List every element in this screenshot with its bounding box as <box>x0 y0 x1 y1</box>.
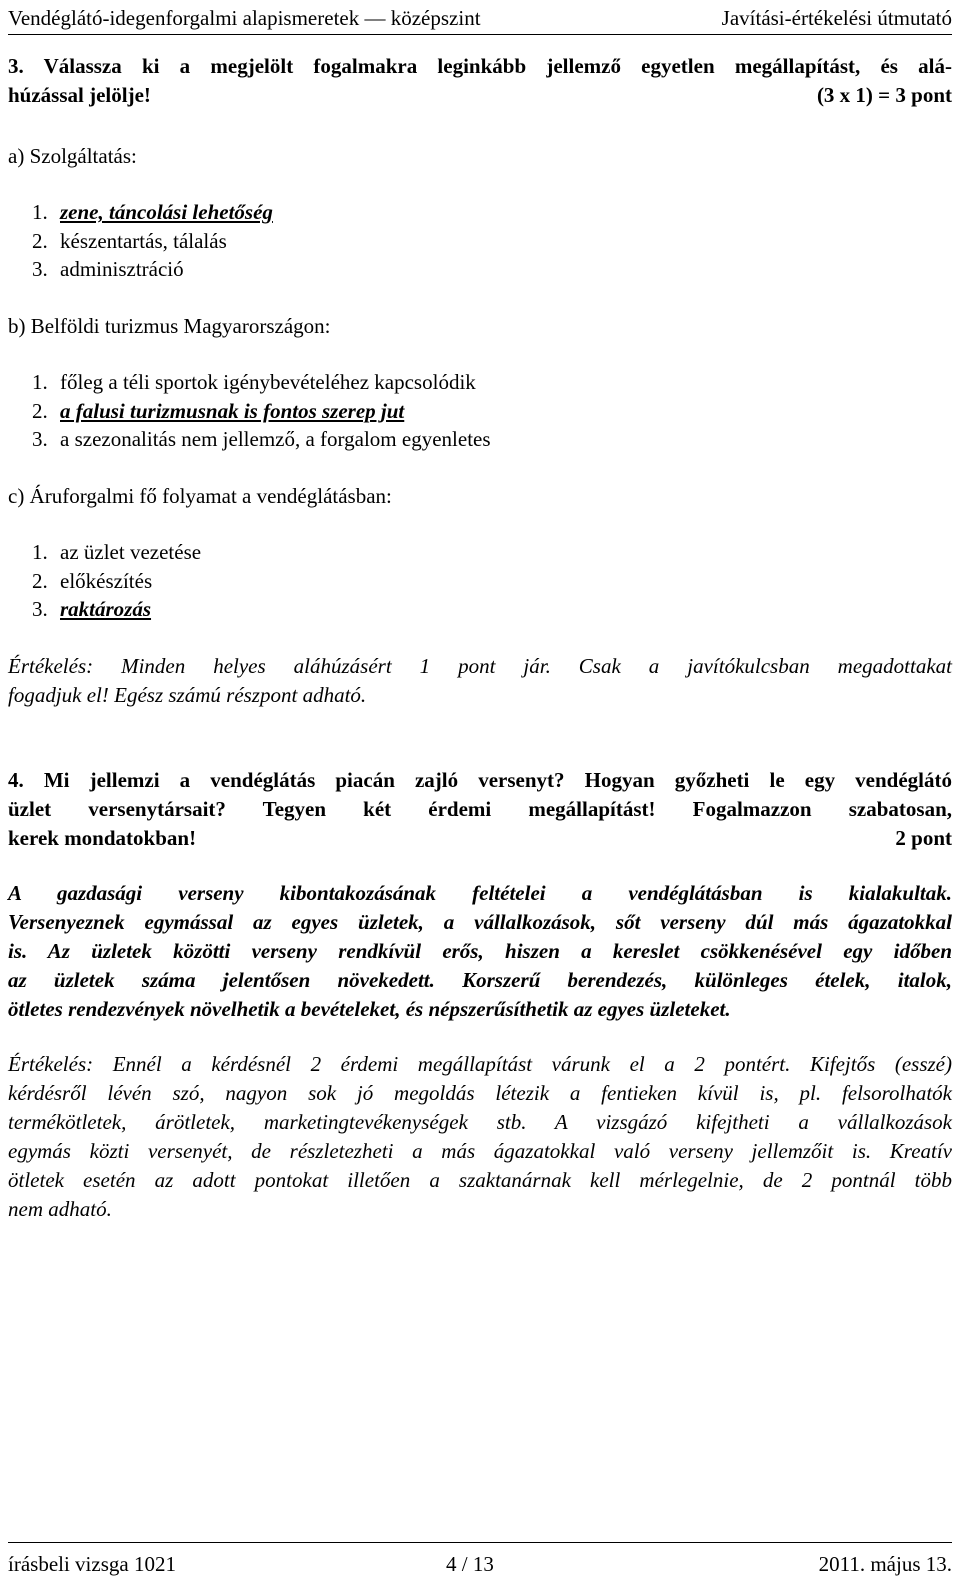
question-3-line-2 <box>8 81 952 110</box>
question-4-line-3: kerek mondatokban! 2 pont <box>8 824 952 853</box>
subquestion-c-options <box>32 538 201 624</box>
list-item: 2. előkészítés <box>32 568 153 593</box>
list-item: 3. raktározás <box>32 597 152 621</box>
footer-divider <box>8 1542 952 1543</box>
subquestion-c-label: c) Áruforgalmi fő folyamat a vendéglátásban: <box>8 484 392 508</box>
subquestion-b-label: b) Belföldi turizmus Magyarországon: <box>8 314 331 338</box>
question-4-line-1: 4. Mi jellemzi a vendéglátás piacán zajló versenyt? Hogyan győzheti le egy vendéglátó <box>8 768 952 792</box>
footer-exam-code: írásbeli vizsga 1021 <box>8 1552 176 1576</box>
question-3-title <box>8 52 952 110</box>
list-item: 2. a falusi turizmusnak is fontos szerep jut <box>32 398 405 423</box>
footer-page-number: 4 / 13 <box>446 1552 494 1576</box>
correct-answer: zene, táncolási lehetőség <box>60 200 273 224</box>
list-item: 1. zene, táncolási lehetőség <box>32 200 273 224</box>
page-header <box>8 4 952 35</box>
list-item: 1. főleg a téli sportok igénybevételéhez kapcsolódik <box>32 370 476 394</box>
question-4-title <box>8 766 952 853</box>
question-3-instruction: húzással jelölje! <box>8 83 151 107</box>
question-3-evaluation: Értékelés: Minden helyes aláhúzásért 1 pont jár. Csak a javítókulcsban megadottakat fogadjuk el! Egész számú részpont adható. <box>8 654 952 707</box>
question-3-line-1: 3. Válassza ki a megjelölt fogalmakra leginkább jellemző egyetlen megállapítást, és alá- <box>8 54 952 78</box>
question-3-points: (3 x 1) = 3 pont <box>816 83 952 107</box>
question-4-points: 2 pont <box>895 826 952 850</box>
list-item: 3. adminisztráció <box>32 257 184 281</box>
header-doc-type: Javítási-értékelési útmutató <box>721 6 952 30</box>
footer-date: 2011. május 13. <box>818 1552 952 1576</box>
subquestion-a-options <box>32 198 273 284</box>
question-4-model-answer: A gazdasági verseny kibontakozásának feltételei a vendéglátásban is kialakultak. Versenyeznek egymással az egyes üzletek, a vállalkozások, sőt verseny dúl más ágazatokkal is. Az üzletek közötti verseny rendkívül erős, hiszen a kereslet csökkenésével egy időben az üzletek száma jelentősen növekedett. Korszerű berendezés, különleges ételek, italok, ötletes rendezvények növelhetik a bevételeket, és népszerűsíthetik az egyes üzleteket. <box>8 881 952 1021</box>
list-item: 1. az üzlet vezetése <box>32 540 202 564</box>
list-item: 2. készentartás, tálalás <box>32 228 227 253</box>
question-4-evaluation: Értékelés: Ennél a kérdésnél 2 érdemi megállapítást várunk el a 2 pontért. Kifejtős (esszé) kérdésről lévén szó, nagyon sok jó megoldás létezik a fentieken kívül is, pl. felsorolhatók termékötletek, árötletek, marketingtevékenységek stb. A vizsgázó kifejtheti a vállalkozások egymás közti versenyét, de részletezheti a más ágazatokkal való verseny jellemzőit is. Kreatív ötletek esetén az adott pontokat illetően a szaktanárnak kell mérlegelnie, de 2 pontnál több nem adható. <box>8 1052 952 1221</box>
correct-answer: a falusi turizmusnak is fontos szerep jut <box>60 398 405 423</box>
subquestion-b-options <box>32 368 491 454</box>
header-subject: Vendéglátó-idegenforgalmi alapismeretek — középszint <box>8 6 481 30</box>
list-item: 3. a szezonalitás nem jellemző, a forgalom egyenletes <box>32 427 491 451</box>
question-4-line-2: üzlet versenytársait? Tegyen két érdemi megállapítást! Fogalmazzon szabatosan, <box>8 797 952 821</box>
page-footer <box>8 1550 952 1580</box>
correct-answer: raktározás <box>60 597 152 621</box>
subquestion-a-label: a) Szolgáltatás: <box>8 144 137 168</box>
